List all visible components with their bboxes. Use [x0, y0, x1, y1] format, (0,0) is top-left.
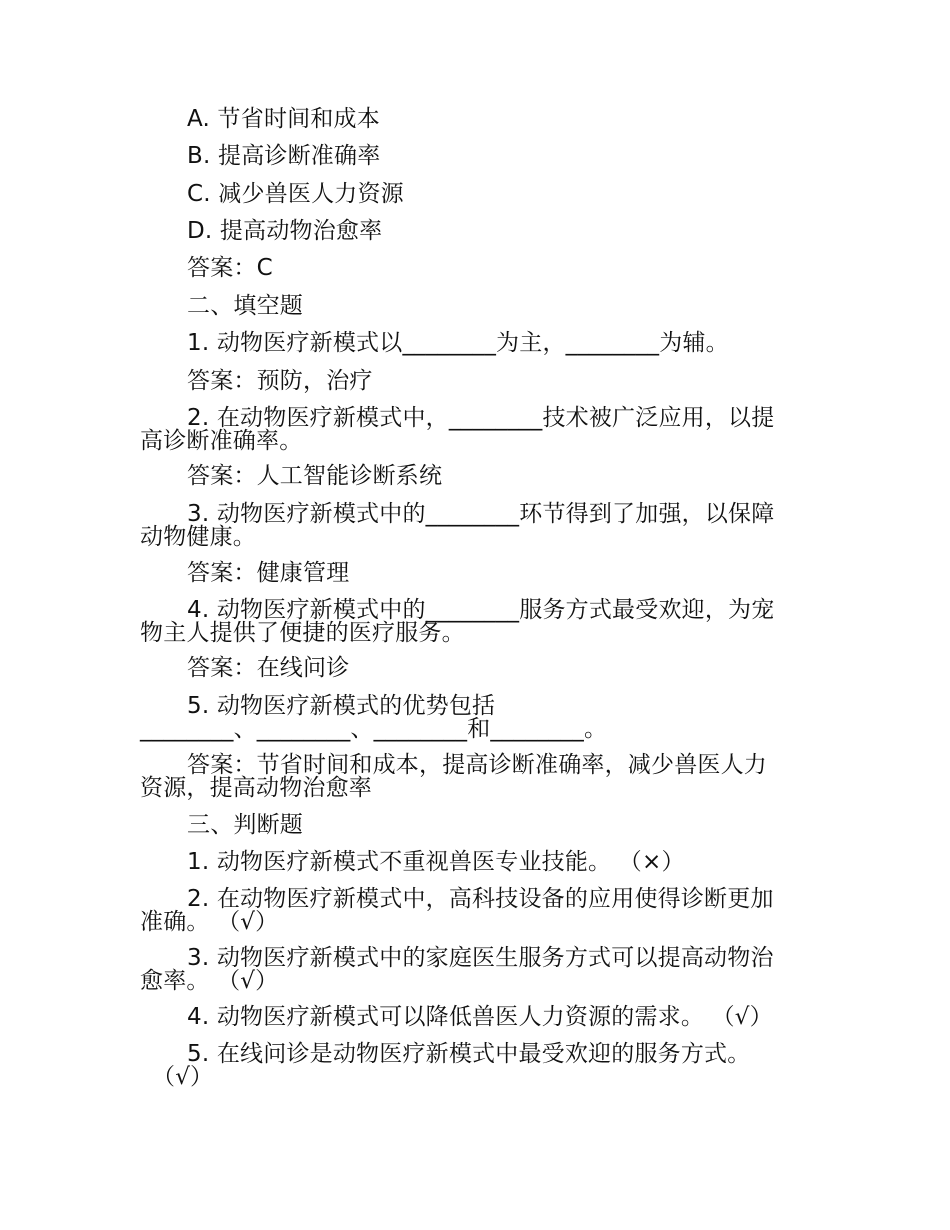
- fill-question-4: 4. 动物医疗新模式中的________服务方式最受欢迎，为宠: [187, 597, 775, 623]
- fill-question-2-cont: 高诊断准确率。: [140, 428, 303, 454]
- fill-answer-5: 答案：节省时间和成本，提高诊断准确率，减少兽医人力: [187, 752, 767, 778]
- option-d: D. 提高动物治愈率: [187, 218, 383, 244]
- fill-answer-4: 答案：在线问诊: [187, 655, 350, 681]
- judge-question-2: 2. 在动物医疗新模式中，高科技设备的应用使得诊断更加: [187, 886, 774, 912]
- option-c: C. 减少兽医人力资源: [187, 181, 404, 207]
- fill-question-2: 2. 在动物医疗新模式中，________技术被广泛应用，以提: [187, 405, 775, 431]
- section-title-fill: 二、填空题: [187, 293, 303, 319]
- fill-answer-1: 答案：预防，治疗: [187, 368, 373, 394]
- judge-question-3: 3. 动物医疗新模式中的家庭医生服务方式可以提高动物治: [187, 945, 774, 971]
- option-b: B. 提高诊断准确率: [187, 143, 381, 169]
- fill-question-4-cont: 物主人提供了便捷的医疗服务。: [140, 620, 465, 646]
- judge-question-3-cont: 愈率。 （√）: [140, 968, 279, 994]
- fill-answer-5-cont: 资源，提高动物治愈率: [140, 775, 372, 801]
- option-a: A. 节省时间和成本: [187, 106, 380, 132]
- fill-question-1: 1. 动物医疗新模式以________为主，________为辅。: [187, 330, 729, 356]
- judge-question-5-cont: （√）: [152, 1064, 214, 1090]
- fill-question-5: 5. 动物医疗新模式的优势包括: [187, 693, 496, 719]
- judge-question-4: 4. 动物医疗新模式可以降低兽医人力资源的需求。 （√）: [187, 1004, 773, 1030]
- judge-question-2-cont: 准确。 （√）: [140, 909, 279, 935]
- mc-answer: 答案：C: [187, 255, 273, 281]
- judge-question-5: 5. 在线问诊是动物医疗新模式中最受欢迎的服务方式。: [187, 1041, 751, 1067]
- fill-question-5-cont: ________、________、________和________。: [140, 716, 608, 742]
- fill-answer-3: 答案：健康管理: [187, 560, 350, 586]
- fill-question-3: 3. 动物医疗新模式中的________环节得到了加强，以保障: [187, 501, 775, 527]
- section-title-judge: 三、判断题: [187, 812, 303, 838]
- fill-answer-2: 答案：人工智能诊断系统: [187, 463, 443, 489]
- fill-question-3-cont: 动物健康。: [140, 524, 256, 550]
- judge-question-1: 1. 动物医疗新模式不重视兽医专业技能。 （×）: [187, 849, 685, 875]
